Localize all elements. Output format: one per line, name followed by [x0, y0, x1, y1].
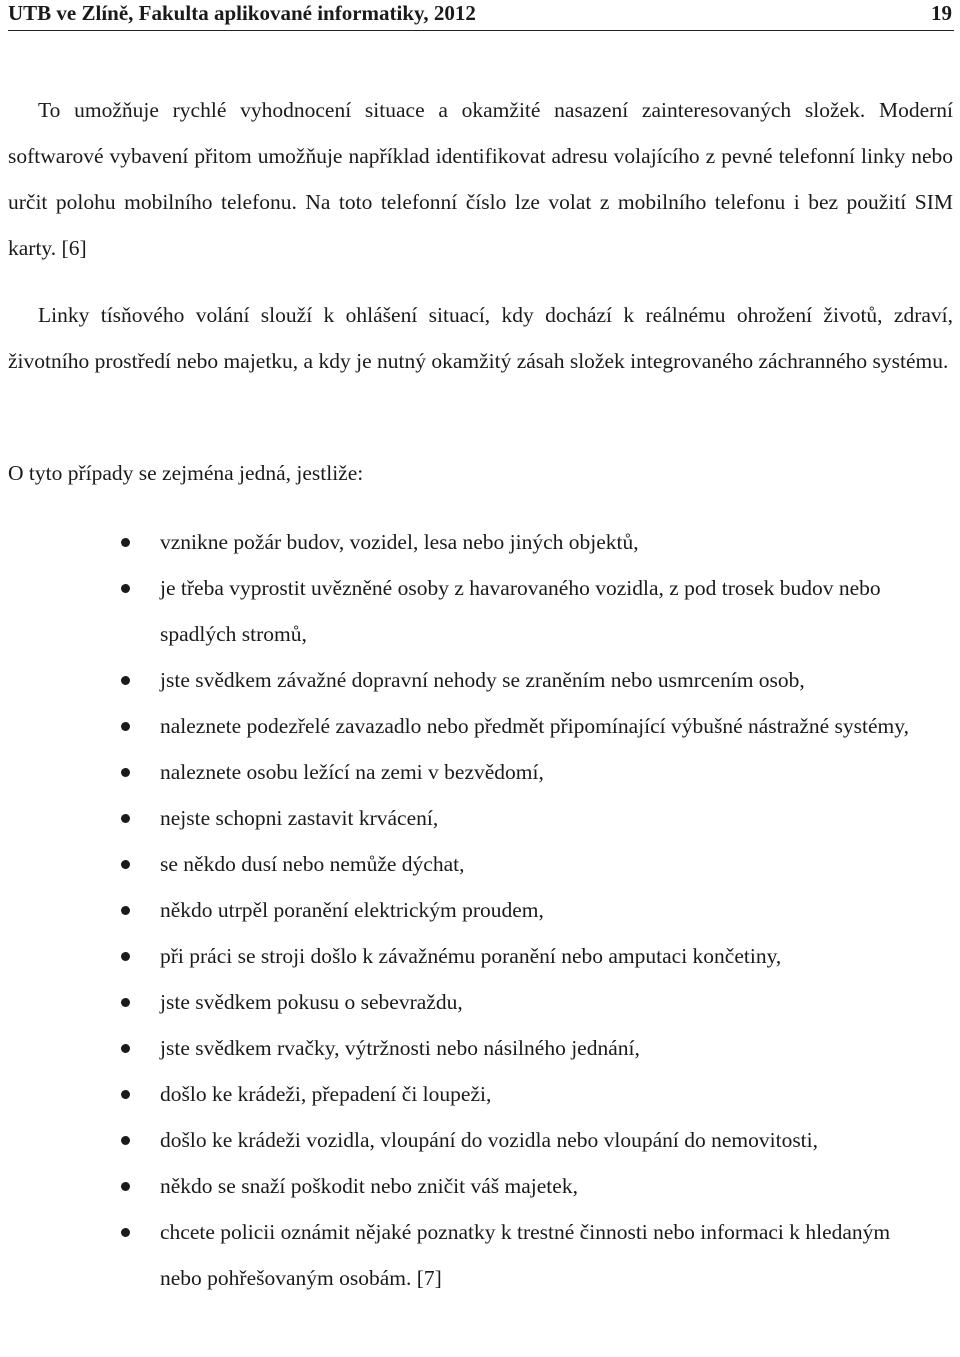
- list-item-text: došlo ke krádeži, přepadení či loupeži,: [160, 1082, 492, 1106]
- paragraph-emergency-lines: [8, 292, 953, 384]
- header-title: UTB ve Zlíně, Fakulta aplikované informatiky, 2012: [8, 1, 476, 25]
- list-item: [0, 841, 920, 887]
- list-item-text: někdo utrpěl poranění elektrickým proudem,: [160, 898, 544, 922]
- list-item: [0, 933, 920, 979]
- paragraph-intro: [8, 87, 953, 271]
- paragraph-emergency-lines-text: Linky tísňového volání slouží k ohlášení situací, kdy dochází k reálnému ohrožení životů, zdraví, životního prostředí nebo majetku, a kdy je nutný okamžitý zásah složek integrovaného záchranného systému.: [8, 303, 953, 373]
- list-item: [0, 703, 920, 749]
- list-item: [0, 1071, 920, 1117]
- list-item-text: došlo ke krádeži vozidla, vloupání do vozidla nebo vloupání do nemovitosti,: [160, 1128, 819, 1152]
- list-item: [0, 1117, 920, 1163]
- paragraph-intro-text: To umožňuje rychlé vyhodnocení situace a okamžité nasazení zainteresovaných složek. Moderní softwarové vybavení přitom umožňuje například identifikovat adresu volajícího z pevné telefonní linky nebo určit polohu mobilního telefonu. Na toto telefonní číslo lze volat z mobilního telefonu i bez použití SIM karty. [6]: [8, 98, 953, 260]
- paragraph-cases-intro: O tyto případy se zejména jedná, jestliže:: [8, 461, 364, 485]
- list-item-text: nejste schopni zastavit krvácení,: [160, 806, 439, 830]
- list-item: [0, 657, 920, 703]
- bullet-icon: [121, 998, 130, 1007]
- cases-list: [0, 519, 960, 1301]
- list-item: [0, 519, 920, 565]
- list-item-text: někdo se snaží poškodit nebo zničit váš majetek,: [160, 1174, 578, 1198]
- page-header: [8, 0, 954, 31]
- bullet-icon: [121, 1090, 130, 1099]
- list-item: [0, 1209, 920, 1301]
- bullet-icon: [121, 814, 130, 823]
- bullet-icon: [121, 860, 130, 869]
- list-item-text: naleznete podezřelé zavazadlo nebo předmět připomínající výbušné nástražné systémy,: [160, 714, 910, 738]
- list-item-text: naleznete osobu ležící na zemi v bezvědomí,: [160, 760, 544, 784]
- list-item-text: je třeba vyprostit uvězněné osoby z havarovaného vozidla, z pod trosek budov nebo spadlých stromů,: [160, 576, 881, 646]
- bullet-icon: [121, 1228, 130, 1237]
- list-item: [0, 979, 920, 1025]
- list-item: [0, 795, 920, 841]
- list-item-text: při práci se stroji došlo k závažnému poranění nebo amputaci končetiny,: [160, 944, 782, 968]
- bullet-icon: [121, 952, 130, 961]
- bullet-icon: [121, 1136, 130, 1145]
- list-item: [0, 1025, 920, 1071]
- bullet-icon: [121, 906, 130, 915]
- list-item-text: jste svědkem rvačky, výtržnosti nebo násilného jednání,: [160, 1036, 640, 1060]
- bullet-icon: [121, 768, 130, 777]
- list-item-text: jste svědkem pokusu o sebevraždu,: [160, 990, 463, 1014]
- bullet-icon: [121, 722, 130, 731]
- list-item: [0, 887, 920, 933]
- bullet-icon: [121, 676, 130, 685]
- list-item-text: se někdo dusí nebo nemůže dýchat,: [160, 852, 465, 876]
- bullet-icon: [121, 538, 130, 547]
- list-item-text: chcete policii oznámit nějaké poznatky k trestné činnosti nebo informaci k hledaným nebo pohřešovaným osobám. [7]: [160, 1220, 891, 1290]
- bullet-icon: [121, 1044, 130, 1053]
- list-item-text: jste svědkem závažné dopravní nehody se zraněním nebo usmrcením osob,: [160, 668, 805, 692]
- list-item: [0, 1163, 920, 1209]
- bullet-icon: [121, 1182, 130, 1191]
- page-number: 19: [931, 1, 952, 25]
- list-item-text: vznikne požár budov, vozidel, lesa nebo jiných objektů,: [160, 530, 639, 554]
- list-item: [0, 565, 920, 657]
- bullet-icon: [121, 584, 130, 593]
- list-item: [0, 749, 920, 795]
